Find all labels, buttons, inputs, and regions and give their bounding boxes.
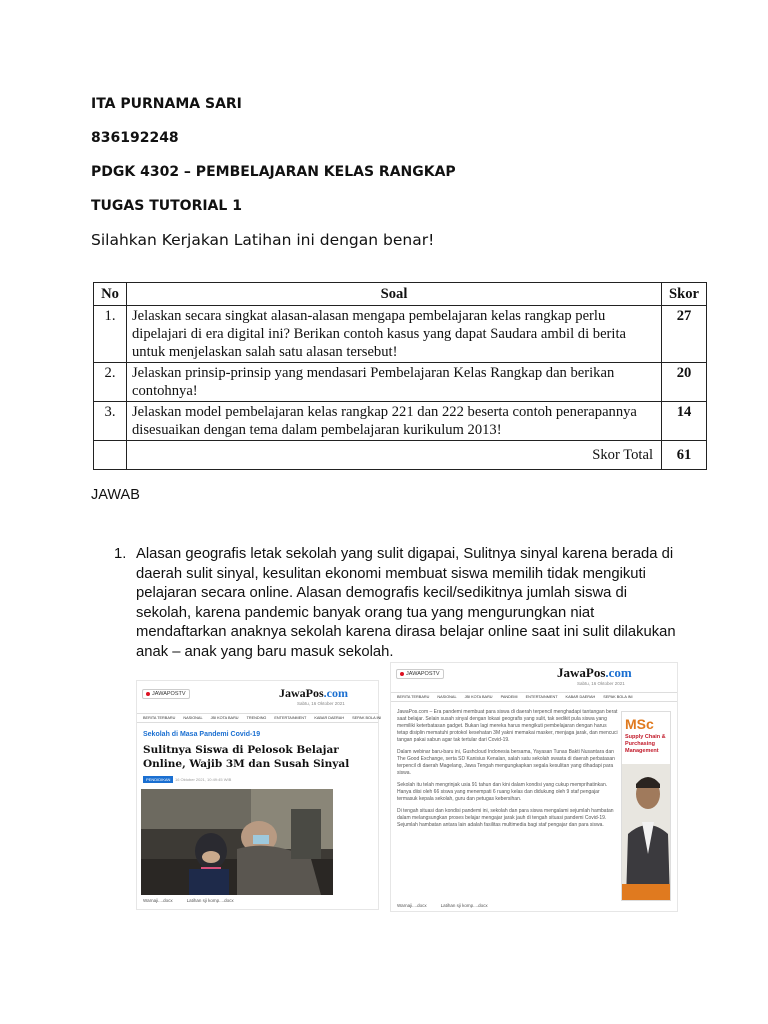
row-no: 3. — [94, 402, 127, 441]
article-paragraph: Di tengah situasi dan kondisi pandemi ini, sekolah dan para siswa mengalami sejumlah hambatan dalam melangsungkan proses belajar mengajar jarak jauh di tengah situasi pandemi Covid-19. Sejumlah hambatan antara lain adalah fasilitas multimedia bagi staf pengajar dan para siswa. — [397, 808, 614, 828]
nav-item[interactable]: PANDEMI — [500, 695, 518, 699]
article-category: Sekolah di Masa Pandemi Covid-19 — [143, 731, 261, 738]
answer-number: 1. — [114, 546, 127, 562]
nav-item[interactable]: BERITA TERBARU — [143, 716, 176, 720]
download-item[interactable]: Latihan sji komp....docx — [440, 903, 488, 908]
article-meta: 16 Oktober 2021, 10:49:45 WIB — [175, 777, 232, 782]
ad-subtitle: Supply Chain & Purchasing Management — [625, 734, 666, 754]
row-no: 2. — [94, 363, 127, 402]
live-dot-icon — [146, 692, 150, 696]
instruction-text: Silahkan Kerjakan Latihan ini dengan benar! — [91, 231, 435, 249]
total-label: Skor Total — [127, 441, 662, 470]
nav-item[interactable]: BERITA TERBARU — [397, 695, 430, 699]
jawapos-logo: JawaPos.com — [557, 665, 632, 680]
side-advertisement[interactable] — [621, 711, 671, 901]
article-paragraph: Dalam webinar baru-baru ini, Gushcloud Indonesia bersama, Yayasan Tunas Bakti Nusantara dan The Good Exchange, serta SD Kanisius Kenalan, salah satu sekolah swasta di daerah perbatasan terpencil di daerah Magelang, Jawa Tengah mengungkapkan segala kesulitan yang dihadapi para siswa. — [397, 749, 615, 776]
download-item[interactable]: Warnaji....docx — [143, 898, 173, 903]
nav-item[interactable]: SEPAK BOLA INI — [603, 695, 633, 699]
nav-item[interactable]: KABAR DAERAH — [565, 695, 596, 699]
row-skor: 20 — [662, 363, 707, 402]
jawab-label: JAWAB — [91, 487, 140, 503]
table-row — [94, 363, 707, 402]
header-no: No — [94, 283, 127, 306]
nav-item[interactable]: NASIONAL — [437, 695, 457, 699]
answer-item — [114, 545, 684, 662]
download-item[interactable]: Warnaji....docx — [397, 903, 427, 908]
nav-item[interactable]: ENTERTAINMENT — [274, 716, 307, 720]
news-screenshot-1 — [136, 680, 382, 910]
row-soal: Jelaskan secara singkat alasan-alasan mengapa pembelajaran kelas rangkap perlu dipelajari di era digital ini? Berikan contoh kasus yang dapat Saudara ambil di berita untuk menjelaskan salah satu alasan tersebut! — [127, 306, 662, 363]
article-paragraph: JawaPos.com – Era pandemi membuat para siswa di daerah terpencil menghadapi tantangan berat saat belajar. Selain susah sinyal dengan lokasi geografis yang sulit, tak sedikit pula siswa yang memiliki keterbatasan gadget. Bukan lagi mereka harus mengikuti pembelajaran dengan harus tetap disiplin mematuhi protokol kesehatan 3M yakni memakai masker, menjaga jarak, dan mencuci tangan pakai sabun agar tak tertular dari Covid-19. — [397, 709, 618, 743]
ad-person-image — [622, 764, 670, 900]
nav-item[interactable]: TRENDING — [246, 716, 267, 720]
download-item[interactable]: Latihan sji komp....docx — [186, 898, 234, 903]
news-screenshot-2 — [390, 662, 678, 912]
course-title: PDGK 4302 – PEMBELAJARAN KELAS RANGKAP — [91, 164, 456, 180]
nav-item[interactable]: NASIONAL — [183, 716, 203, 720]
article-paragraph: Sekolah itu telah mengrinjak usia 91 tahun dan kini dalam kondisi yang cukup memprihatinkan. Hanya diisi oleh 66 siswa yang menempati 6 ruang kelas dan didukung oleh 9 staf pengajar termasuk kepala sekolah, guru dan petugas kebersihan. — [397, 782, 608, 802]
article-body — [397, 709, 619, 834]
jawapostv-badge: JAWAPOSTV — [142, 689, 190, 699]
jawapostv-badge: JAWAPOSTV — [396, 669, 444, 679]
question-table — [93, 282, 707, 470]
header-soal: Soal — [127, 283, 662, 306]
header-skor: Skor — [662, 283, 707, 306]
row-soal: Jelaskan prinsip-prinsip yang mendasari Pembelajaran Kelas Rangkap dan berikan contohnya! — [127, 363, 662, 402]
nav-item[interactable]: SEPAK BOLA INI — [352, 716, 382, 720]
download-bar — [397, 903, 488, 908]
nav-item[interactable]: JBI KOTA BARU — [464, 695, 493, 699]
student-name: ITA PURNAMA SARI — [91, 96, 242, 112]
total-empty-cell — [94, 441, 127, 470]
row-soal: Jelaskan model pembelajaran kelas rangkap 221 dan 222 beserta contoh penerapannya disesuaikan dengan tema dalam pembelajaran kurikulum 2013! — [127, 402, 662, 441]
total-value: 61 — [662, 441, 707, 470]
answer-text: Alasan geografis letak sekolah yang sulit digapai, Sulitnya sinyal karena berada di daerah sulit sinyal, kesulitan ekonomi membuat siswa memilih tidak mengikuti pelajaran secara online. Alasan demografis kecil/sedikitnya jumlah siswa di sekolah, karena pandemic banyak orang tua yang mengurungkan niat mendaftarkan anaknya sekolah karena dirasa belajar online saat ini sulit dilakukan anak – anak yang baru masuk sekolah. — [136, 546, 676, 660]
article-tag: PENDIDIKAN — [143, 776, 173, 783]
site-nav — [391, 692, 677, 702]
download-bar — [143, 898, 234, 903]
site-nav — [137, 713, 382, 723]
jawapos-logo: JawaPos.com — [279, 686, 348, 700]
row-skor: 27 — [662, 306, 707, 363]
nav-item[interactable]: KABAR DAERAH — [314, 716, 345, 720]
article-photo — [141, 789, 333, 895]
table-row — [94, 306, 707, 363]
table-total-row — [94, 441, 707, 470]
table-row — [94, 402, 707, 441]
site-date: Sabtu, 16 Oktober 2021 — [297, 701, 345, 706]
article-headline: Sulitnya Siswa di Pelosok Belajar Online, Wajib 3M dan Susah Sinyal — [143, 744, 350, 770]
table-header-row — [94, 283, 707, 306]
row-no: 1. — [94, 306, 127, 363]
students-photo-image — [141, 789, 333, 895]
ad-title: MSc — [625, 716, 654, 732]
live-dot-icon — [400, 672, 404, 676]
student-id: 836192248 — [91, 130, 179, 146]
task-title: TUGAS TUTORIAL 1 — [91, 198, 242, 214]
row-skor: 14 — [662, 402, 707, 441]
site-date: Sabtu, 16 Oktober 2021 — [577, 681, 625, 686]
nav-item[interactable]: ENTERTAINMENT — [525, 695, 558, 699]
nav-item[interactable]: JBI KOTA BARU — [210, 716, 239, 720]
